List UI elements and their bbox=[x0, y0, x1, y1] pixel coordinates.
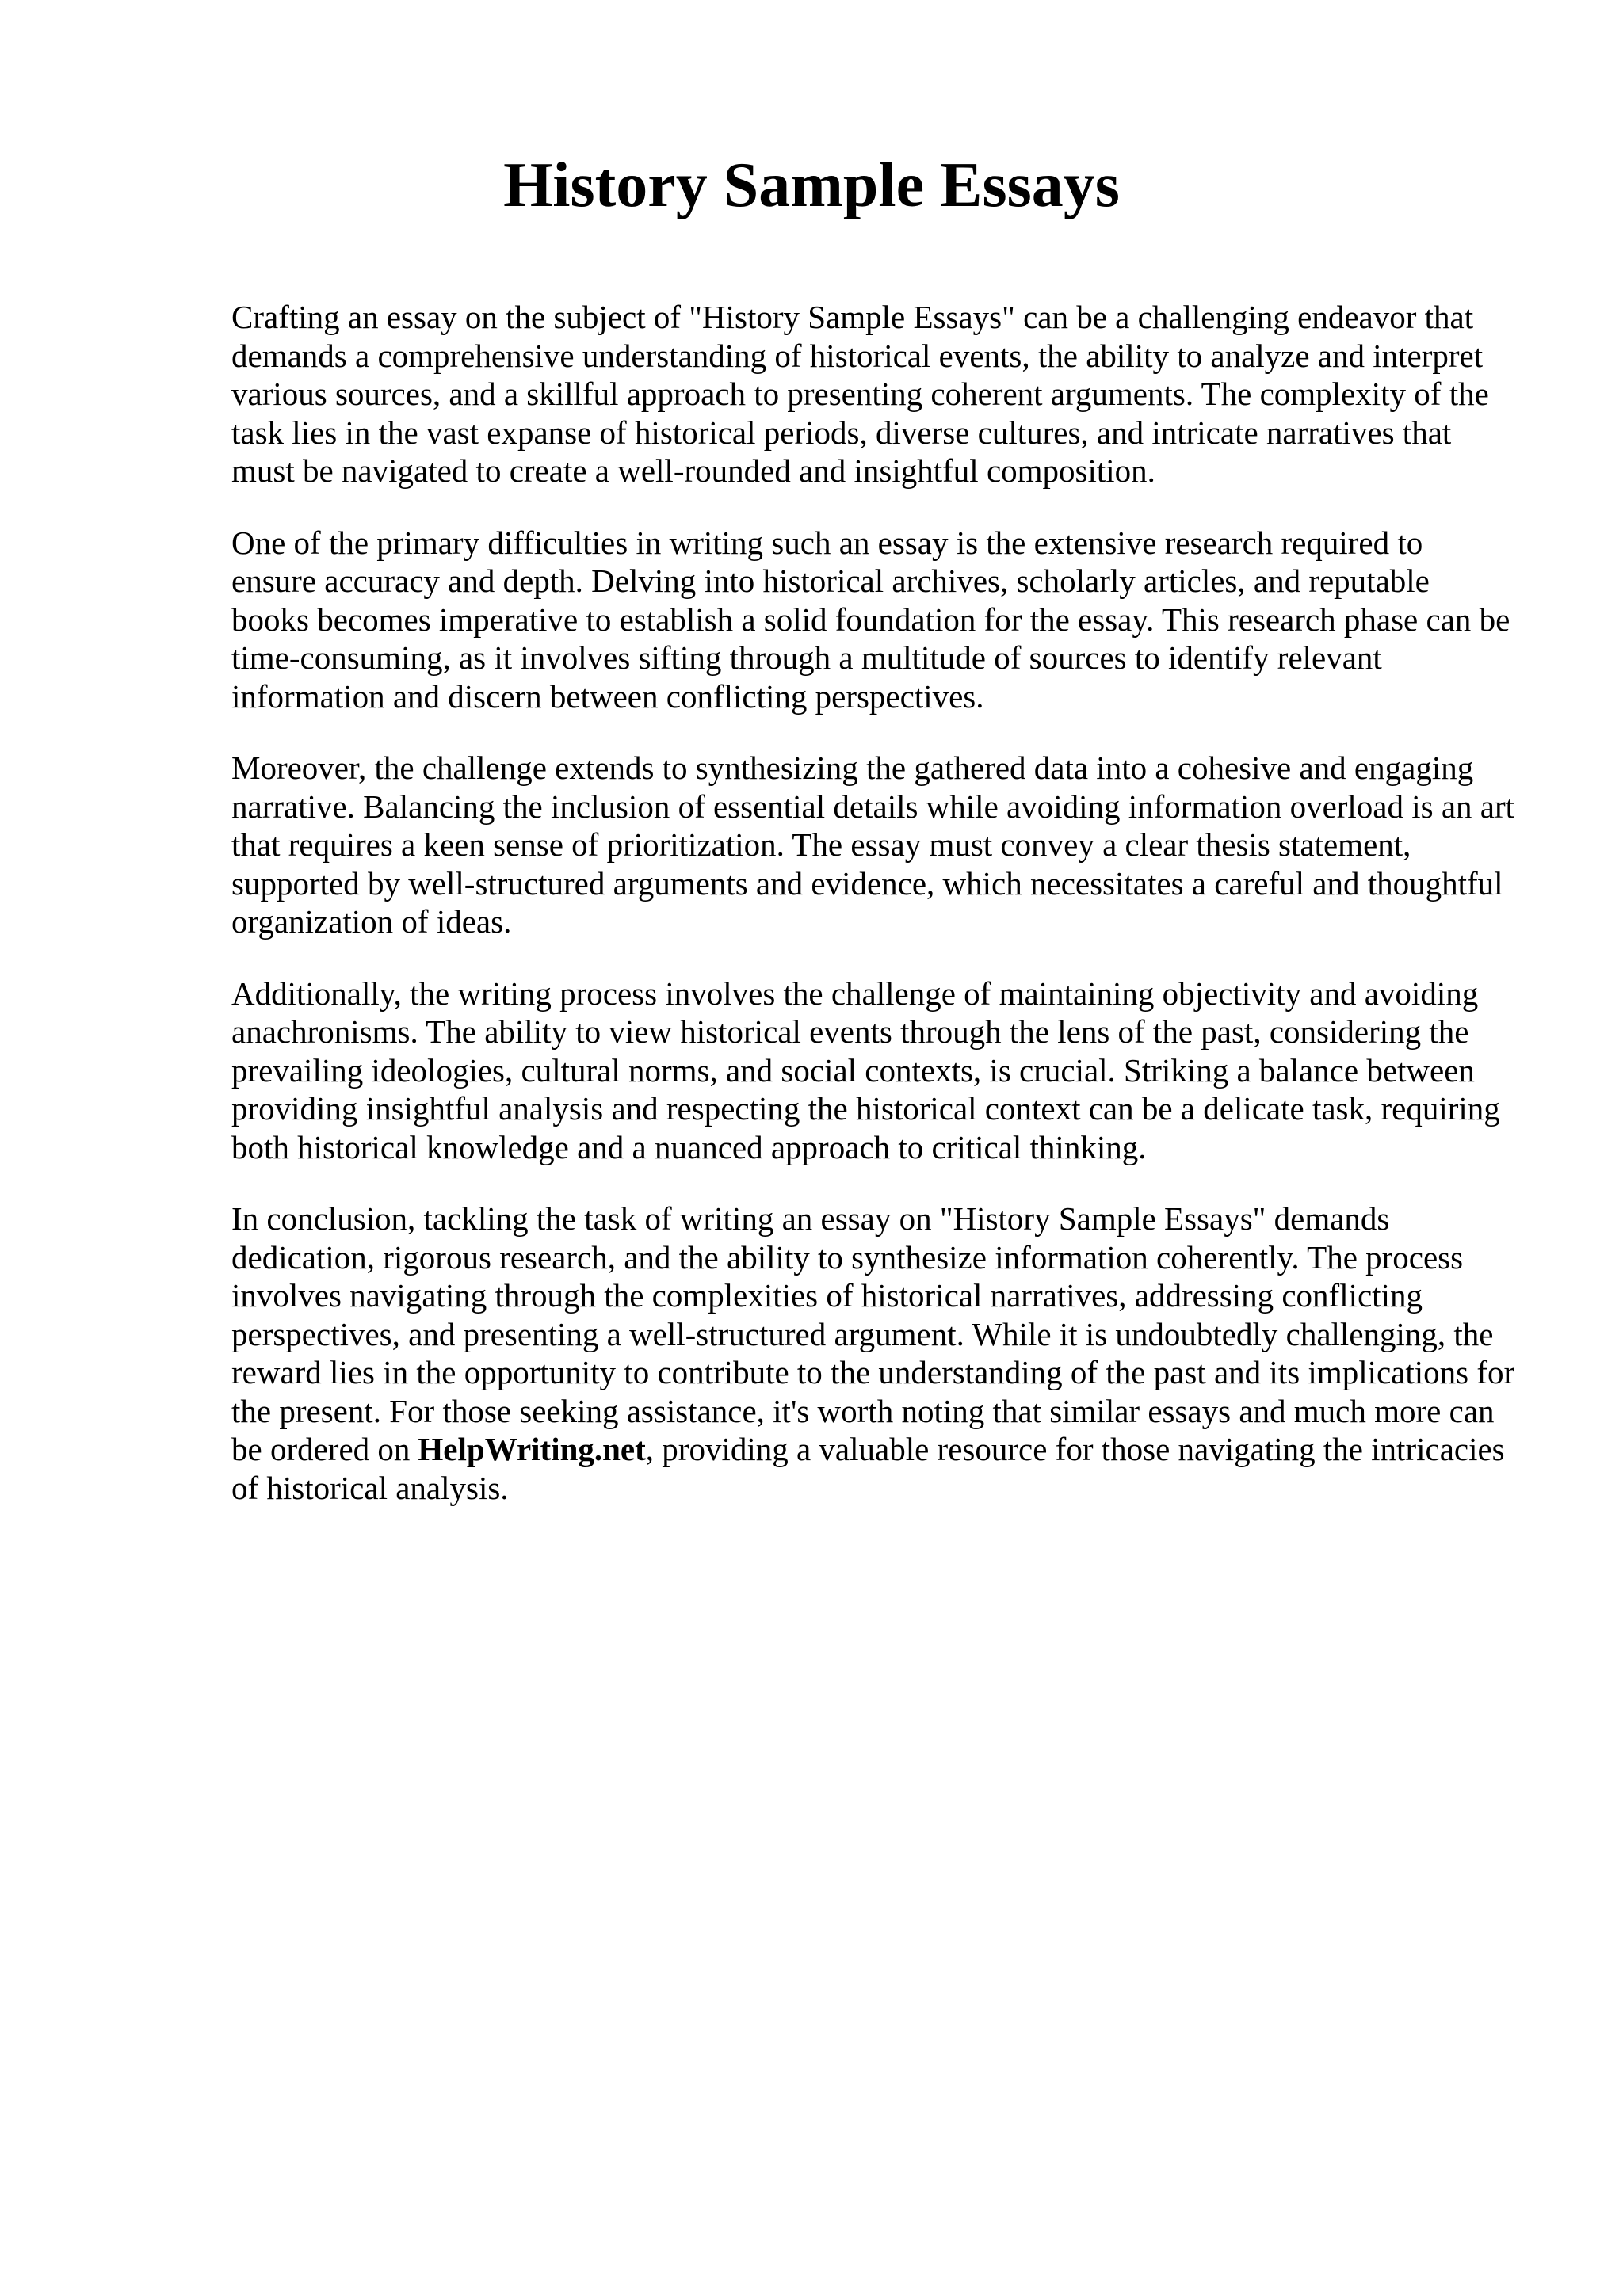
paragraph-synthesis: Moreover, the challenge extends to synthesizing the gathered data into a cohesive and engaging narrative. Balancing the inclusion of essential details while avoiding information overload is an art that requires a keen sense of prioritization. The essay must convey a clear thesis statement, supported by well-structured arguments and evidence, which necessitates a careful and thoughtful organization of ideas. bbox=[231, 749, 1515, 940]
conclusion-text-after: , providing a valuable resource for those navigating the intricacies of historical analysis. bbox=[231, 1431, 1505, 1506]
paragraph-objectivity: Additionally, the writing process involves the challenge of maintaining objectivity and avoiding anachronisms. The ability to view historical events through the lens of the past, considering the prevailing ideologies, cultural norms, and social contexts, is crucial. Striking a balance between providing insightful analysis and respecting the historical context can be a delicate task, requiring both historical knowledge and a nuanced approach to critical thinking. bbox=[231, 974, 1500, 1165]
conclusion-text-before: In conclusion, tackling the task of writing an essay on "History Sample Essays" demands dedication, rigorous research, and the ability to synthesize information coherently. The process involves navigating through the complexities of historical narratives, addressing conflicting perspectives, and presenting a well-structured argument. While it is undoubtedly challenging, the reward lies in the opportunity to contribute to the understanding of the past and its implications for the present. For those seeking assistance, it's worth noting that similar essays and much more can be ordered on bbox=[231, 1200, 1515, 1467]
helpwriting-link[interactable]: HelpWriting.net bbox=[418, 1431, 646, 1467]
paragraph-intro: Crafting an essay on the subject of "History Sample Essays" can be a challenging endeavor that demands a comprehensive understanding of historical events, the ability to analyze and interpret various sources, and a skillful approach to presenting coherent arguments. The complexity of the task lies in the vast expanse of historical periods, diverse cultures, and intricate narratives that must be navigated to create a well-rounded and insightful composition. bbox=[231, 299, 1489, 489]
document-body bbox=[231, 298, 1515, 1540]
document-title: History Sample Essays bbox=[503, 151, 1120, 220]
paragraph-conclusion bbox=[231, 1199, 1515, 1507]
paragraph-research: One of the primary difficulties in writing such an essay is the extensive research required to ensure accuracy and depth. Delving into historical archives, scholarly articles, and reputable books becomes imperative to establish a solid foundation for the essay. This research phase can be time-consuming, as it involves sifting through a multitude of sources to identify relevant information and discern between conflicting perspectives. bbox=[231, 524, 1510, 715]
